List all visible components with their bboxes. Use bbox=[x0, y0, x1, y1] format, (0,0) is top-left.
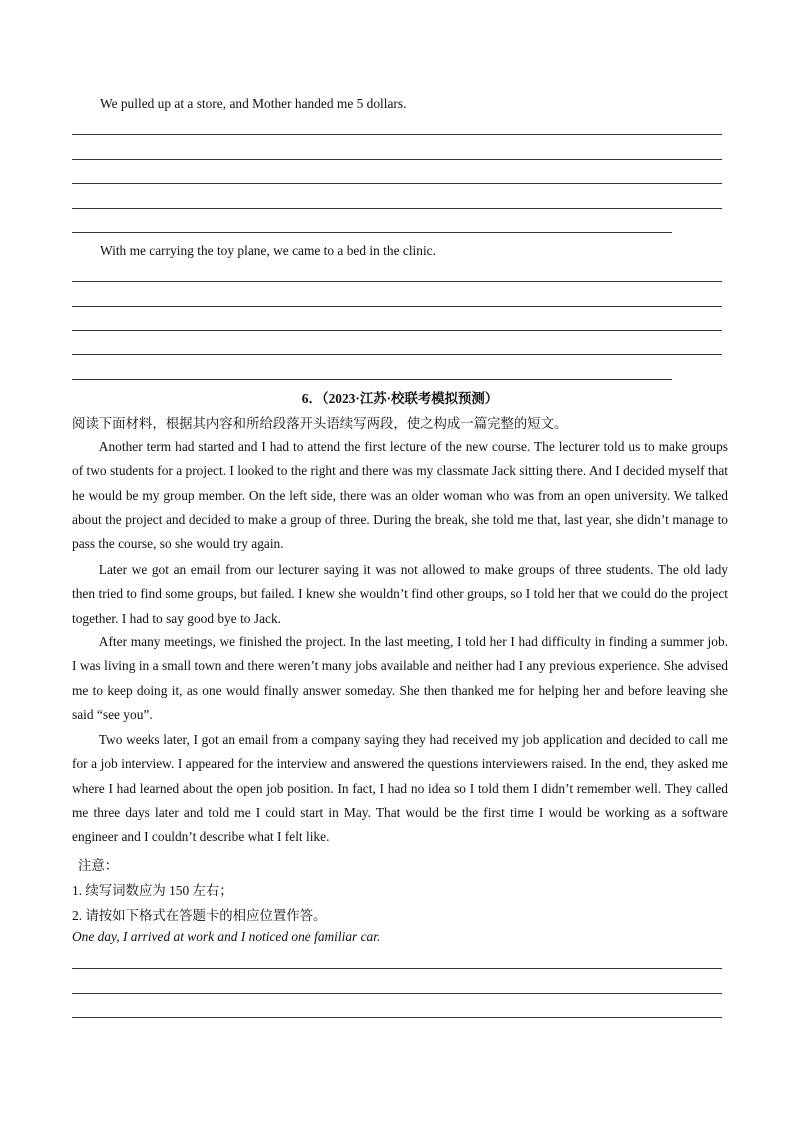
answer-line bbox=[72, 354, 722, 355]
passage-paragraph: After many meetings, we finished the project. In the last meeting, I told her I had difficulty in finding a summer job. I was living in a small town and there weren’t many jobs available and neither had I any previous experience. She advised me to keep doing it, as one would finally answer someday. She then thanked me for helping her and before leaving she said “see you”. bbox=[72, 634, 728, 722]
answer-line bbox=[72, 159, 722, 160]
note-item: 1. 续写词数应为 150 左右； bbox=[72, 883, 233, 898]
answer-prompt: One day, I arrived at work and I noticed one familiar car. bbox=[72, 929, 381, 944]
continuation-prompt-1: We pulled up at a store, and Mother handed me 5 dollars. bbox=[100, 96, 407, 111]
answer-line bbox=[72, 968, 722, 969]
question-instruction: 阅读下面材料，根据其内容和所给段落开头语续写两段，使之构成一篇完整的短文。 bbox=[72, 416, 568, 431]
answer-line bbox=[72, 330, 722, 331]
passage-paragraph: Two weeks later, I got an email from a company saying they had received my job application and decided to call me for a job interview. I appeared for the interview and answered the questions interviewers raised. In the end, they asked me where I had learned about the open job position. In fact, I had no idea so I told them I didn’t remember well. They called me three days later and told me I could start in May. That would be the first time I would be working as a software engineer and I couldn’t describe what I felt like. bbox=[72, 732, 728, 845]
answer-line bbox=[72, 379, 672, 380]
passage-paragraph: Another term had started and I had to attend the first lecture of the new course. The lecturer told us to make groups of two students for a project. I looked to the right and there was my classmate Jack sitting there. And I decided myself that he would be my group member. On the left side, there was an older woman who was from an open university. We talked about the project and decided to make a group of three. During the break, she told me that, last year, she didn’t manage to pass the course, so she would try again. bbox=[72, 439, 728, 552]
note-item: 2. 请按如下格式在答题卡的相应位置作答。 bbox=[72, 908, 327, 923]
passage-paragraph: Later we got an email from our lecturer saying it was not allowed to make groups of three students. The old lady then tried to find some groups, but failed. I knew she wouldn’t find other groups, so I told her that we could do the project together. I had to say good bye to Jack. bbox=[72, 562, 728, 626]
answer-line bbox=[72, 993, 722, 994]
notes-label: 注意： bbox=[78, 858, 119, 873]
answer-line bbox=[72, 232, 672, 233]
question-heading: 6．（2023·江苏·校联考模拟预测） bbox=[301, 391, 499, 406]
answer-line bbox=[72, 183, 722, 184]
answer-line bbox=[72, 281, 722, 282]
answer-line bbox=[72, 134, 722, 135]
answer-line bbox=[72, 208, 722, 209]
answer-line bbox=[72, 1017, 722, 1018]
answer-line bbox=[72, 306, 722, 307]
continuation-prompt-2: With me carrying the toy plane, we came to a bed in the clinic. bbox=[100, 243, 436, 258]
